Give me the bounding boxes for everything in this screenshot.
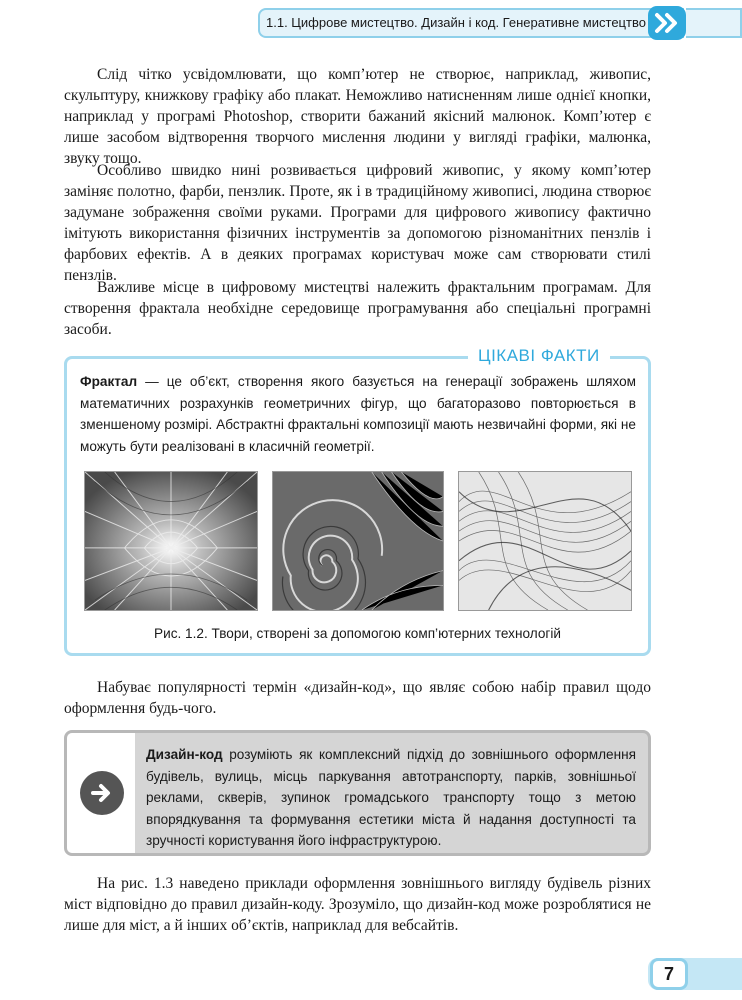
fractal-image-spiral [272,471,444,611]
fractal-image-lines [458,471,632,611]
paragraph-5: На рис. 1.3 наведено приклади оформлення зовнішнього вигляду будівель різних міст відповідно до правил дизайн-коду. Зрозуміло, що дизайн-код може розроблятися не лише для міст, а й інших об’єктів, наприклад для вебсайтів. [64,875,651,934]
facts-text [80,371,636,457]
header-tail [686,8,742,38]
next-section-button[interactable] [648,6,686,40]
paragraph-3: Важливе місце в цифровому мистецтві належить фрактальним програмам. Для створення фрактала необхідне середовище програмування або спеціальні програмні засоби. [64,279,651,338]
figure-caption: Рис. 1.2. Твори, створені за допомогою комп’ютерних технологій [154,626,561,641]
paragraph-1: Слід чітко усвідомлювати, що комп’ютер не створює, наприклад, живопис, скульптуру, книжкову графіку або плакат. Неможливо натисненням лише однієї кнопки, наприклад у програмі Photoshop, створити бажаний якісний малюнок. Комп’ютер є лише засобом відтворення творчого мислення людини у вигляді графіки, малюнка, звуку тощо. [64,66,651,167]
facts-definition: — це об’єкт, створення якого базується на генерації зображень шляхом математичних розрахунків геометричних фігур, що багаторазово повторюється в зменшеному розмірі. Абстрактні фрактальні композиції мають незвичайні форми, які не можуть бути реалізовані в класичній геометрії. [80,374,636,454]
design-code-definition: розуміють як комплексний підхід до зовнішнього оформлення будівель, вулиць, місць паркування автотранспорту, парків, зовнішньої реклами, скверів, зупинок громадського транспорту тощо з метою впорядкування та формування естетики міста й надання доступності та зручності користування його інфраструктурою. [146,747,636,848]
arrow-right-circle-icon [80,771,124,815]
page-number: 7 [650,958,688,990]
design-code-text [146,744,636,852]
double-chevron-right-icon [653,12,681,34]
design-code-term: Дизайн-код [146,747,223,762]
facts-term: Фрактал [80,374,138,389]
chapter-title: 1.1. Цифрове мистецтво. Дизайн і код. Генеративне мистецтво [266,15,646,30]
facts-label: ЦІКАВІ ФАКТИ [468,345,610,367]
fractal-image-symmetric [84,471,258,611]
paragraph-4: Набуває популярності термін «дизайн-код», що являє собою набір правил щодо оформлення будь-чого. [64,679,651,717]
paragraph-2: Особливо швидко нині розвивається цифровий живопис, у якому комп’ютер заміняє полотно, фарби, пензлик. Проте, як і в традиційному живописі, людина створює задумане зображення своїми руками. Програми для цифрового живопису фактично імітують використання фізичних інструментів за допомогою різноманітних пензлів і фарбових ефектів. А в деяких програмах користувач може сам створювати стилі пензлів. [64,162,651,284]
